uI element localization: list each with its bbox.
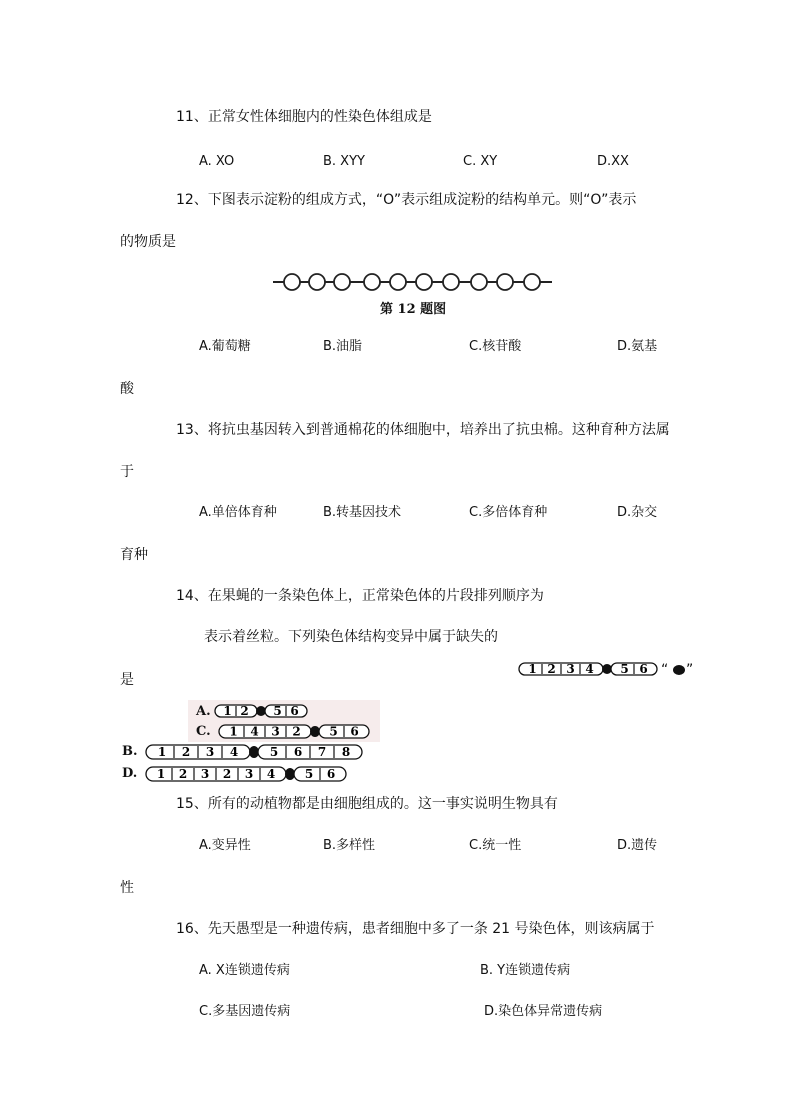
q15-option-a: A.变异性 <box>199 838 251 853</box>
segment-label: 6 <box>290 704 299 718</box>
q15-option-b: B.多样性 <box>323 838 376 853</box>
q15-option-c: C.统一性 <box>469 838 522 853</box>
q12-option-wrap: 酸 <box>120 381 134 397</box>
q13-option-a: A.单倍体育种 <box>199 505 277 520</box>
q14-stem-line3: 是 <box>120 672 134 688</box>
segment-label: 4 <box>266 767 276 781</box>
q14-option-a-chromosome <box>214 704 314 720</box>
segment-label: 1 <box>229 724 238 739</box>
centromere-icon <box>672 664 686 676</box>
q15-option-d: D.遗传 <box>617 838 658 853</box>
q14-stem-line2: 表示着丝粒。下列染色体结构变异中属于缺失的 <box>204 629 498 645</box>
q14-option-a-label: A. <box>196 704 211 719</box>
q11-option-a: A. XO <box>199 154 235 169</box>
q13-option-b: B.转基因技术 <box>323 505 402 520</box>
q13-option-d: D.杂交 <box>617 505 658 520</box>
q12-option-b: B.油脂 <box>323 339 363 354</box>
segment-label: 5 <box>269 745 279 759</box>
q16-option-a: A. X连锁遗传病 <box>199 963 290 978</box>
segment-label: 3 <box>244 767 254 781</box>
q15-stem: 15、所有的动植物都是由细胞组成的。这一事实说明生物具有 <box>176 796 558 812</box>
segment-label: 6 <box>293 745 303 759</box>
segment-label: 3 <box>205 745 215 759</box>
segment-label: 1 <box>157 745 167 759</box>
q13-option-wrap: 育种 <box>120 547 148 563</box>
q13-option-c: C.多倍体育种 <box>469 505 548 520</box>
segment-label: 1 <box>528 662 537 676</box>
q11-option-c: C. XY <box>463 154 498 169</box>
q12-option-d: D.氨基 <box>617 339 658 354</box>
q14-option-c-label: C. <box>196 724 211 739</box>
segment-label: 5 <box>329 724 338 739</box>
segment-label: 2 <box>240 704 249 718</box>
segment-label: 2 <box>178 767 188 781</box>
q16-option-d: D.染色体异常遗传病 <box>484 1004 603 1019</box>
segment-label: 5 <box>304 767 314 781</box>
q16-option-b: B. Y连锁遗传病 <box>480 963 571 978</box>
segment-label: 7 <box>317 745 327 759</box>
q14-option-b-label: B. <box>122 744 138 759</box>
segment-label: 3 <box>200 767 210 781</box>
segment-label: 1 <box>223 704 232 718</box>
segment-label: 3 <box>566 662 575 676</box>
q14-option-d-label: D. <box>122 766 138 781</box>
q14-normal-chromosome <box>518 662 660 678</box>
segment-label: 2 <box>222 767 232 781</box>
q14-option-c-chromosome <box>218 724 378 740</box>
q12-figure-caption: 第 12 题图 <box>380 302 447 317</box>
q14-quote-close: ” <box>686 662 694 678</box>
segment-label: 4 <box>585 662 594 676</box>
q14-option-b-chromosome <box>145 744 367 761</box>
segment-label: 6 <box>350 724 359 739</box>
q11-option-d: D.XX <box>597 154 629 169</box>
q14-stem-line1: 14、在果蝇的一条染色体上，正常染色体的片段排列顺序为 <box>176 588 544 604</box>
segment-label: 6 <box>326 767 336 781</box>
q14-quote-open: “ <box>661 662 669 678</box>
segment-label: 2 <box>292 724 301 739</box>
q13-stem-line2: 于 <box>120 464 134 480</box>
q16-stem: 16、先天愚型是一种遗传病，患者细胞中多了一条 21 号染色体，则该病属于 <box>176 921 655 937</box>
segment-label: 1 <box>156 767 166 781</box>
segment-label: 5 <box>273 704 282 718</box>
segment-label: 4 <box>250 724 259 739</box>
q11-option-b: B. XYY <box>323 154 365 169</box>
segment-label: 2 <box>547 662 556 676</box>
q11-stem: 11、正常女性体细胞内的性染色体组成是 <box>176 109 432 125</box>
q12-option-c: C.核苷酸 <box>469 339 522 354</box>
starch-chain-figure <box>270 270 555 296</box>
segment-label: 3 <box>271 724 280 739</box>
segment-label: 2 <box>181 745 191 759</box>
segment-label: 8 <box>341 745 351 759</box>
q12-stem-line2: 的物质是 <box>120 234 176 250</box>
q12-stem-line1: 12、下图表示淀粉的组成方式，“O”表示组成淀粉的结构单元。则“O”表示 <box>176 192 637 208</box>
q16-option-c: C.多基因遗传病 <box>199 1004 291 1019</box>
q15-option-wrap: 性 <box>120 880 134 896</box>
segment-label: 4 <box>229 745 239 759</box>
q12-option-a: A.葡萄糖 <box>199 339 251 354</box>
segment-label: 5 <box>620 662 629 676</box>
q14-option-d-chromosome <box>145 766 357 783</box>
q13-stem-line1: 13、将抗虫基因转入到普通棉花的体细胞中，培养出了抗虫棉。这种育种方法属 <box>176 422 670 438</box>
segment-label: 6 <box>639 662 648 676</box>
